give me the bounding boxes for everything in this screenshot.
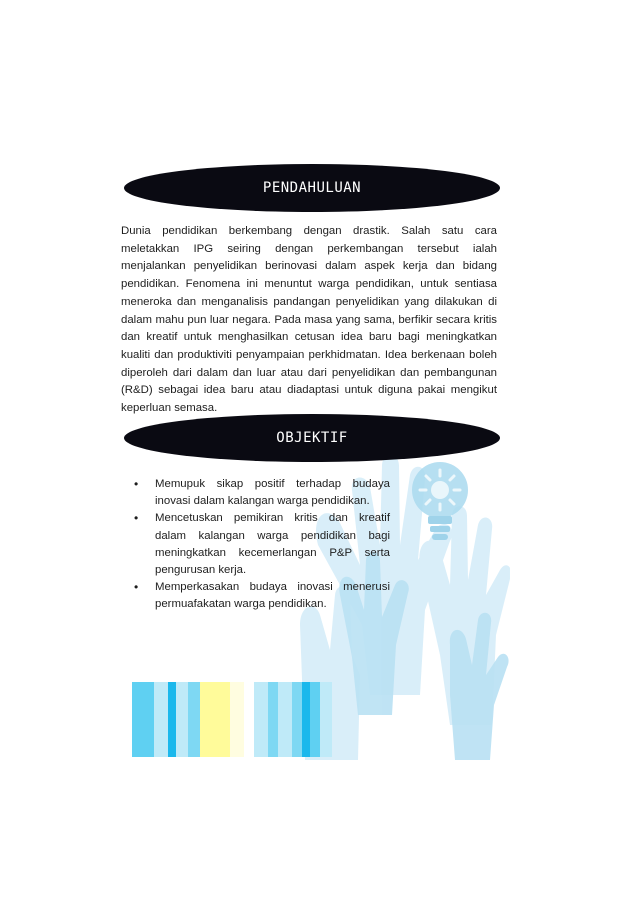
introduction-heading: PENDAHULUAN xyxy=(262,180,362,196)
list-item xyxy=(134,579,390,613)
bullet-icon: • xyxy=(134,477,139,491)
objectives-list xyxy=(134,476,390,614)
introduction-banner xyxy=(124,164,500,212)
objectives-banner xyxy=(124,414,500,462)
objective-text: Memupuk sikap positif terhadap budaya inovasi dalam kalangan warga pendidikan. xyxy=(155,478,390,508)
decorative-stripes xyxy=(132,682,332,757)
list-item xyxy=(134,476,390,510)
list-item xyxy=(134,510,390,579)
bullet-icon: • xyxy=(134,511,139,526)
objectives-heading: OBJEKTIF xyxy=(276,430,348,446)
objective-text: Memperkasakan budaya inovasi menerusi permuafakatan warga pendidikan. xyxy=(155,581,390,611)
introduction-paragraph: Dunia pendidikan berkembang dengan drastik. Salah satu cara meletakkan IPG seiring dengan perkembangan tersebut ialah menjalankan penyelidikan berinovasi dalam aspek kerja dan bidang pendidikan. Fenomena ini menuntut warga pendidikan, untuk sentiasa meneroka dan menganalisis pandangan penyelidikan yang dilakukan di dalam mahu pun luar negara. Pada masa yang sama, berfikir secara kritis dan kreatif untuk menghasilkan cetusan idea baru bagi meningkatkan kualiti dan produktiviti penyampaian perkhidmatan. Idea berkenaan boleh diperoleh dari dalam dan luar atau dari penyelidikan dan pembangunan (R&D) sebagai idea baru atau diadaptasi untuk diguna pakai mengikut keperluan semasa. xyxy=(121,225,497,415)
objective-text: Mencetuskan pemikiran kritis dan kreatif dalam kalangan warga pendidikan bagi meningkatkan kecemerlangan P&P serta pengurusan kerja. xyxy=(155,512,390,577)
bullet-icon: • xyxy=(134,580,139,595)
